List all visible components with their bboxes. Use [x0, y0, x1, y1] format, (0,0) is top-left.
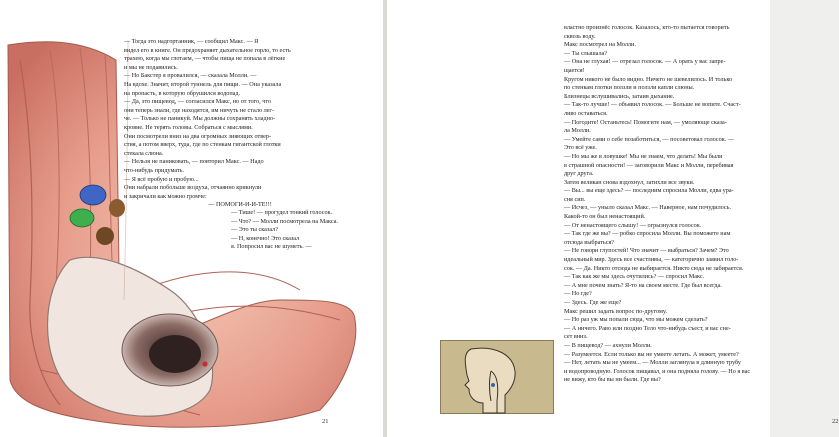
text-line: не вижу, кто бы вы ни были. Где вы?	[564, 376, 661, 384]
text-line: и водопроводную. Голосок пищавал, и она подняла голову. — Но я вас	[564, 367, 751, 375]
text-line: — Здесь. Где же еще?	[564, 299, 622, 306]
text-line: сквозь воду.	[564, 32, 596, 40]
page-number: 22	[832, 418, 839, 425]
text-line: они теперь знали, где находятся, им ничуть не стало лег-	[124, 106, 275, 114]
text-line: в страшной опасности! — заговорили Макс и Молли, перебивая	[564, 161, 734, 169]
text-line: Они набрали побольше воздуха, отчаянно крикнули	[124, 184, 262, 192]
text-line: — Не говори глупостей! Что значит — выбраться? Зачем? Это	[564, 247, 729, 255]
text-line: трахею, когда мы глотаем, — чтобы пища не попала в лёгкие	[124, 55, 286, 63]
text-line: Макс посмотрел на Молли.	[564, 41, 636, 49]
text-line: Они посмотрели вниз на два огромных зияющих отвер-	[124, 132, 272, 140]
text-line: — От ненастоящего слышу! — огрызнулся голосок.	[564, 221, 702, 229]
text-line: сня сип.	[564, 195, 586, 203]
text-line: че. — Только не паникуй. Мы должны сохранять хладно-	[124, 115, 276, 123]
text-line: идеальный мир. Здесь все счастливы, — категорично заявил голо-	[564, 256, 739, 264]
text-line: — Я всё пробую и пробую...	[124, 175, 199, 183]
text-line: сок. — Да. Никто отсюда не выбирается. Никто сюда не забирается.	[564, 264, 744, 272]
head-diagram-inset	[440, 340, 554, 414]
text-line: — Н, конечно! Это сказал	[231, 234, 300, 242]
text-line: Макс решил задать вопрос по-другому.	[564, 307, 667, 315]
text-line: Близнецы вслушивались, затаив дыхание.	[564, 92, 675, 100]
text-line: — Исчез, — уныло сказал Макс. — Наверное, нам почудилось.	[564, 204, 732, 212]
text-line: я. Попросил вас не шуметь. —	[231, 243, 312, 251]
text-line: что-нибудь придумать.	[124, 166, 185, 174]
text-line: и мы не подавились.	[124, 63, 178, 71]
left-page	[0, 0, 383, 437]
text-line: — Но мы же в ловушке! Мы не знаем, что делать! Мы были	[564, 152, 723, 160]
text-line: Какой-то он был ненастоящий.	[564, 213, 646, 221]
text-line: — Тише! — прогудел тонкий голосок.	[231, 209, 333, 216]
text-line: стия, а потом вверх, туда, где по стенкам гигантской глотки	[124, 141, 281, 149]
text-line: стекала слюна.	[124, 149, 164, 157]
left-page-text-tail	[231, 209, 356, 252]
right-page-text	[564, 24, 751, 385]
text-line: — А мне почем знать? Я-то на своем месте. Где был всегда.	[564, 281, 722, 289]
text-line: — Это ты сказал?	[231, 226, 278, 234]
text-line: Это всё уже.	[564, 144, 597, 152]
text-line: щается!	[564, 66, 585, 74]
text-line: — Умейте сами о себе позаботиться, — посоветовал голосок. —	[564, 135, 735, 143]
left-page-text	[124, 38, 356, 210]
text-line: Кругом никого не было видно. Ничего не шевелилось. И только	[564, 75, 733, 83]
text-line: — Она не глухая! — отрезал голосок. — А орать у вас запре-	[564, 58, 726, 66]
text-line: — Что? — Молли посмотрела на Макса.	[231, 217, 338, 225]
text-line: — Разумеется. Если только вы не умеете летать. А может, умеете?	[564, 350, 739, 358]
text-line: кровие. Не терять головы. Собраться с мыслями.	[124, 123, 253, 131]
text-line: — Вы... вы еще здесь? — последним спросила Молли, едва ура-	[564, 187, 734, 195]
text-line: Затем великан снова вздохнул, затихли все звуки.	[564, 178, 695, 186]
text-line: и закричали как можно громче:	[124, 192, 207, 200]
text-line: ливо оставаться.	[564, 109, 608, 117]
text-line: — ПОМОГИ-И-И-ТЕ!!!	[208, 201, 272, 209]
head-profile-icon	[441, 341, 553, 413]
text-line: — Но Бакстер я провалился, — сказала Молли. —	[124, 72, 257, 80]
text-line: ла Молли.	[564, 127, 591, 135]
text-line: видел его в книге. Он предохраняет дыхательное горло, то есть	[124, 46, 291, 54]
text-line: отсюда выбраться?	[564, 238, 615, 246]
text-line: — Но раз уж мы попали сюда, что мы можем сделать?	[564, 316, 708, 324]
text-line: — А ничего. Раво или поздно Тело что-нибудь съест, и вас сне-	[564, 324, 731, 332]
text-line: — Да, это пищевод, — согласился Макс, но от того, что	[124, 98, 272, 106]
text-line: друг друга.	[564, 170, 594, 178]
text-line: на пропасть, в которую обрушился водопад.	[124, 89, 241, 97]
text-line: — Тогда это надгортанник, — сообщил Макс. — Я	[124, 38, 259, 45]
text-line: — Так как же мы здесь очутились? — спросил Макс.	[564, 273, 705, 281]
text-line: На вдохе. Значит, второй туннель для пищи. — Она указала	[124, 80, 282, 88]
text-line: по стенкам глотки ползли и ползли капли слюны.	[564, 84, 695, 92]
text-line: — В пищевод? — ахнули Молли.	[564, 341, 652, 349]
text-line: — Так-то лучше! — объявил голосок. — Больше не вопите. Счаст-	[564, 101, 741, 109]
text-line: — Нельзя не паниковать, — повторил Макс. — Надо	[124, 158, 264, 166]
text-line: сет вниз.	[564, 333, 588, 341]
text-line: властно произнёс голосок. Казалось, кто-то пытается говорить	[564, 24, 730, 31]
text-line: — Так где же вы? — робко спросила Молли. Вы поможете нам	[564, 230, 731, 238]
page-number: 21	[322, 418, 329, 425]
text-line: — Ты слышала?	[564, 49, 608, 57]
text-line: — Нет, летать мы не умеем... — Молли заглянула в длинную трубу	[564, 359, 741, 367]
text-line: — Погодите! Останьтесь! Помогите нам, — умоляюще сказа-	[564, 118, 727, 126]
text-line: — Но где?	[564, 290, 592, 298]
